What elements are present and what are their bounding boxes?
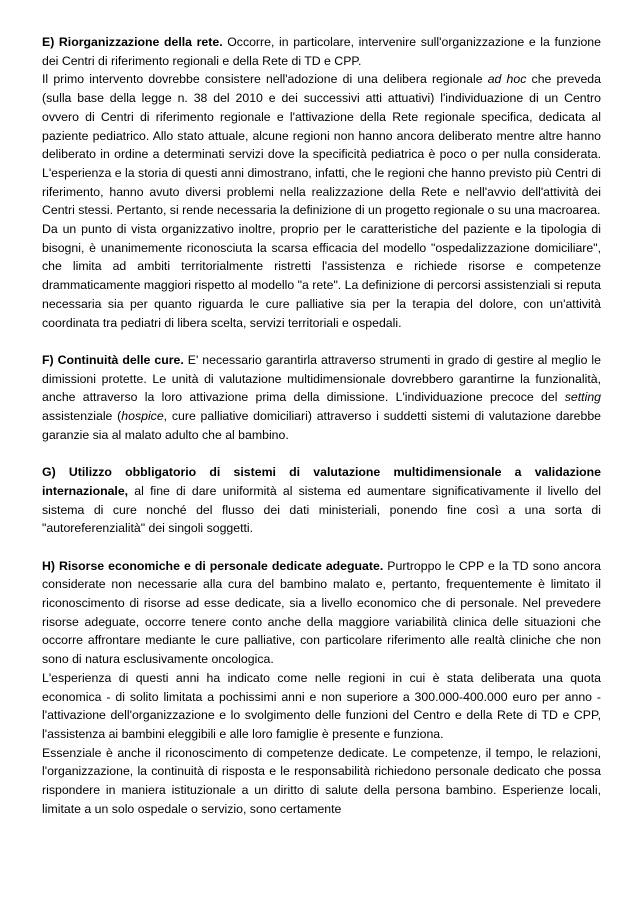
paragraph-text: Occorre, in particolare, intervenire sull'organizzazione e la funzione dei Centri di riferimento regionali e della Rete di TD e CPP.	[42, 35, 601, 68]
paragraph-text: , cure palliative domiciliari) attraverso i suddetti sistemi di valutazione darebbe garanzie sia al malato adulto che al bambino.	[42, 409, 601, 442]
paragraph	[42, 557, 601, 669]
section-heading: G) Utilizzo obbligatorio di sistemi di valutazione multidimensionale a validazione internazionale,	[42, 465, 601, 498]
section-heading: E) Riorganizzazione della rete.	[42, 35, 223, 49]
emphasis-text: hospice	[121, 409, 164, 424]
paragraph	[42, 70, 601, 220]
paragraph-text: E' necessario garantirla attraverso strumenti in grado di gestire al meglio le dimissioni protette. Le unità di valutazione multidimensionale dovrebbero garantirne la funzionalità, anche attraverso la loro attivazione prima della dimissione. L'individuazione precoce del	[42, 352, 601, 405]
paragraph-text: assistenziale (	[42, 409, 122, 424]
section-e	[42, 33, 601, 332]
paragraph: Essenziale è anche il riconoscimento di competenze dedicate. Le competenze, il tempo, le relazioni, l'organizzazione, la continuità di risposta e le responsabilità richiedono personale dedicato che possa rispondere in maniera istituzionale a un diritto di salute della persona bambino. Esperienze locali, limitate a un solo ospedale o servizio, sono certamente	[42, 745, 601, 816]
section-f	[42, 351, 601, 445]
paragraph-text: al fine di dare uniformità al sistema ed aumentare significativamente il livello del sistema di cure nonché del flusso dei dati ministeriali, ponendo fine così a una sorta di "autoreferenzialità" dei singoli soggetti.	[42, 483, 601, 536]
paragraph	[42, 463, 601, 538]
paragraph-text: Purtroppo le CPP e la TD sono ancora considerate non necessarie alla cura del bambino malato e, pertanto, frequentemente è limitato il riconoscimento di risorse ad esse dedicate, sia a livello economico che di personale. Nel prevedere risorse adeguate, occorre tenere conto anche della maggiore variabilità clinica delle situazioni che occorre affrontare mediante le cure palliative, con particolare riferimento alle realtà cliniche che non sono di natura esclusivamente oncologica.	[42, 558, 602, 667]
paragraph: L'esperienza di questi anni ha indicato come nelle regioni in cui è stata deliberata una quota economica - di solito limitata a pochissimi anni e non superiore a 300.000-400.000 euro per anno - l'attivazione dell'organizzazione e lo svolgimento delle funzioni del Centro e della Rete di TD e CPP, l'assistenza ai bambini eleggibili e alle loro famiglie è presente e funziona.	[42, 670, 601, 741]
paragraph-text: che preveda (sulla base della legge n. 38 del 2010 e dei successivi atti attuativi) l'individuazione di un Centro ovvero di Centri di riferimento regionale e l'attivazione della Rete regionale specifica, dedicata al paziente pediatrico. Allo stato attuale, alcune regioni non hanno ancora deliberato mentre altre hanno deliberato in ordine a determinati servizi dove la specificità pediatrica è poco o per nulla considerata. L'esperienza e la storia di questi anni dimostrano, infatti, che le regioni che hanno previsto più Centri di riferimento, hanno avuto diversi problemi nella realizzazione della Rete e nell'avvio dell'attività dei Centri stessi. Pertanto, si rende necessaria la definizione di un progetto regionale o su una macroarea.	[42, 72, 601, 218]
section-h	[42, 557, 601, 819]
paragraph	[42, 33, 601, 70]
section-heading: F) Continuità delle cure.	[42, 352, 184, 367]
paragraph: Da un punto di vista organizzativo inoltre, proprio per le caratteristiche del paziente e la tipologia di bisogni, è unanimemente riconosciuta la scarsa efficacia del modello "ospedalizzazione domiciliare", che limita ad ambiti territorialmente ristretti l'assistenza e richiede risorse e competenze drammaticamente maggiori rispetto al modello "a rete". La definizione di percorsi assistenziali si reputa necessaria sia per quanto riguarda le cure palliative sia per la terapia del dolore, con un'attività coordinata tra pediatri di libera scelta, servizi territoriali e ospedali.	[42, 222, 601, 330]
section-g	[42, 463, 601, 538]
emphasis-text: ad hoc	[487, 72, 527, 87]
paragraph	[42, 351, 601, 445]
section-heading: H) Risorse economiche e di personale dedicate adeguate.	[42, 558, 384, 573]
emphasis-text: setting	[564, 390, 601, 405]
paragraph-text: Il primo intervento dovrebbe consistere nell'adozione di una delibera regionale	[42, 72, 488, 87]
